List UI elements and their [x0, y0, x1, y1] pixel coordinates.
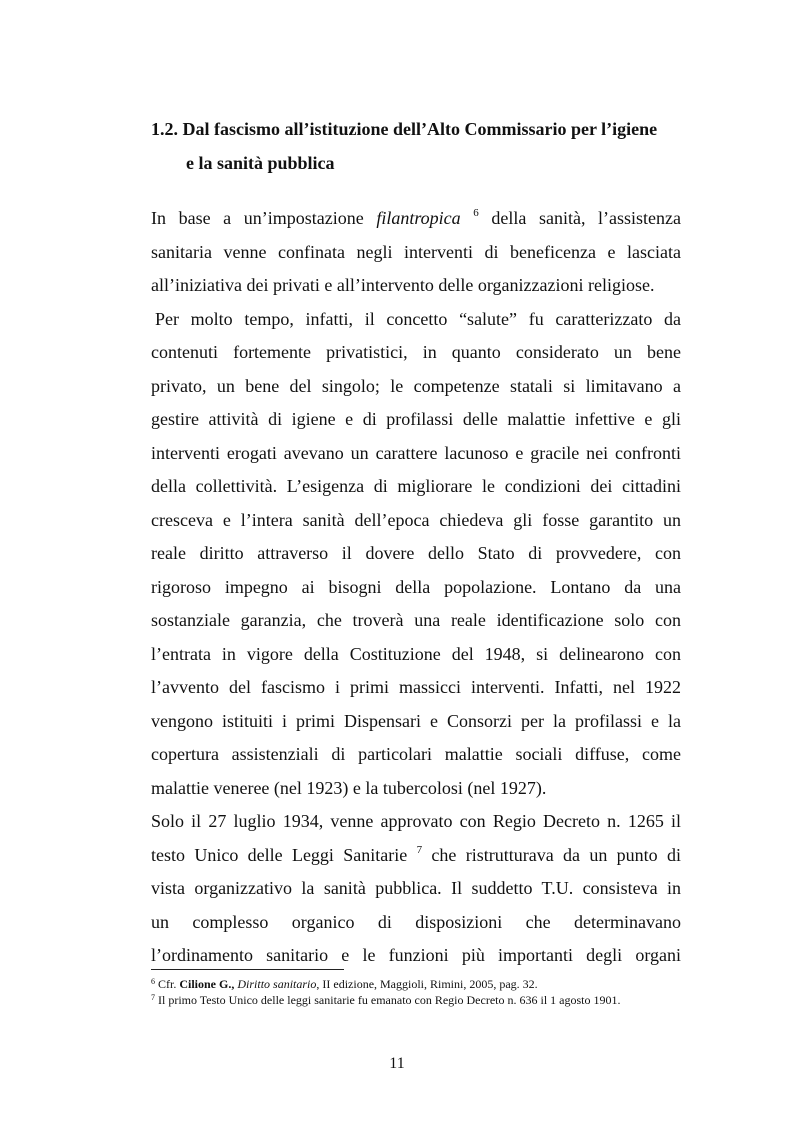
text-line: un complesso organico di disposizioni che determinavano [151, 911, 681, 932]
text-line: l’entrata in vigore della Costituzione del 1948, si delinearono con [151, 643, 681, 664]
emphasis-filantropica: filantropica [376, 208, 461, 228]
footnote-author: Cilione G., [179, 977, 235, 991]
text-line: l’ordinamento sanitario e le funzioni più importanti degli organi [151, 945, 681, 965]
text-line: all’iniziativa dei privati e all’intervento delle organizzazioni religiose. [151, 275, 655, 295]
text-line: della collettività. L’esigenza di migliorare le condizioni dei cittadini [151, 476, 681, 496]
text-line: reale diritto attraverso il dovere dello Stato di provvedere, con [151, 543, 681, 563]
section-heading-line2: e la sanità pubblica [186, 153, 335, 173]
text-line: Per molto tempo, infatti, il concetto “salute” fu caratterizzato da [155, 308, 681, 329]
text-line: cresceva e l’intera sanità dell’epoca chiedeva gli fosse garantito un [151, 509, 681, 530]
footnote-7: $^7$ Il primo Testo Unico delle leggi sanitarie fu emanato con Regio Decreto n. 636 il 1 agosto 1901. [151, 993, 621, 1007]
body-text [151, 202, 681, 973]
text-line: copertura assistenziali di particolari malattie sociali diffuse, come [151, 744, 681, 764]
text-line: interventi erogati avevano un carattere lacunoso e gracile nei confronti [151, 442, 681, 463]
text-line: sostanziale garanzia, che troverà una reale identificazione solo con [151, 610, 681, 630]
text-line: vengono istituiti i primi Dispensari e Consorzi per la profilassi e la [151, 710, 681, 731]
text-line: contenuti fortemente privatistici, in quanto considerato un bene [151, 342, 681, 362]
footnote-book-title: Diritto sanitario [237, 977, 317, 991]
text-line: Solo il 27 luglio 1934, venne approvato con Regio Decreto n. 1265 il [151, 811, 681, 831]
text-line: In base a un’impostazione filantropica $^6$ della sanità, l’assistenza [151, 207, 682, 228]
text-line: testo Unico delle Leggi Sanitarie $^7$ che ristrutturava da un punto di [151, 843, 681, 865]
section-heading-line1: 1.2. Dal fascismo all’istituzione dell’Alto Commissario per l’igiene [151, 119, 658, 139]
text-line: malattie veneree (nel 1923) e la tubercolosi (nel 1927). [151, 777, 547, 798]
footnote-ref-6[interactable]: 6 [473, 207, 479, 219]
text-line: vista organizzativo la sanità pubblica. Il suddetto T.U. consisteva in [151, 878, 681, 898]
text-line: l’avvento del fascismo i primi massicci interventi. Infatti, nel 1922 [151, 677, 681, 697]
footnote-ref-7[interactable]: 7 [416, 843, 423, 856]
text-line: gestire attività di igiene e di profilassi delle malattie infettive e gli [151, 409, 681, 429]
section-heading [151, 112, 691, 180]
page-number: 11 [389, 1055, 405, 1072]
footnote-6: $^6$ Cfr. Cilione G., Diritto sanitario, II edizione, Maggioli, Rimini, 2005, pag. 32. [151, 977, 538, 991]
text-line: sanitaria venne confinata negli interventi di beneficenza e lasciata [151, 241, 681, 262]
footnote-separator [151, 969, 344, 970]
text-line: rigoroso impegno ai bisogni della popolazione. Lontano da una [151, 576, 681, 597]
text-line: privato, un bene del singolo; le competenze statali si limitavano a [151, 375, 681, 396]
